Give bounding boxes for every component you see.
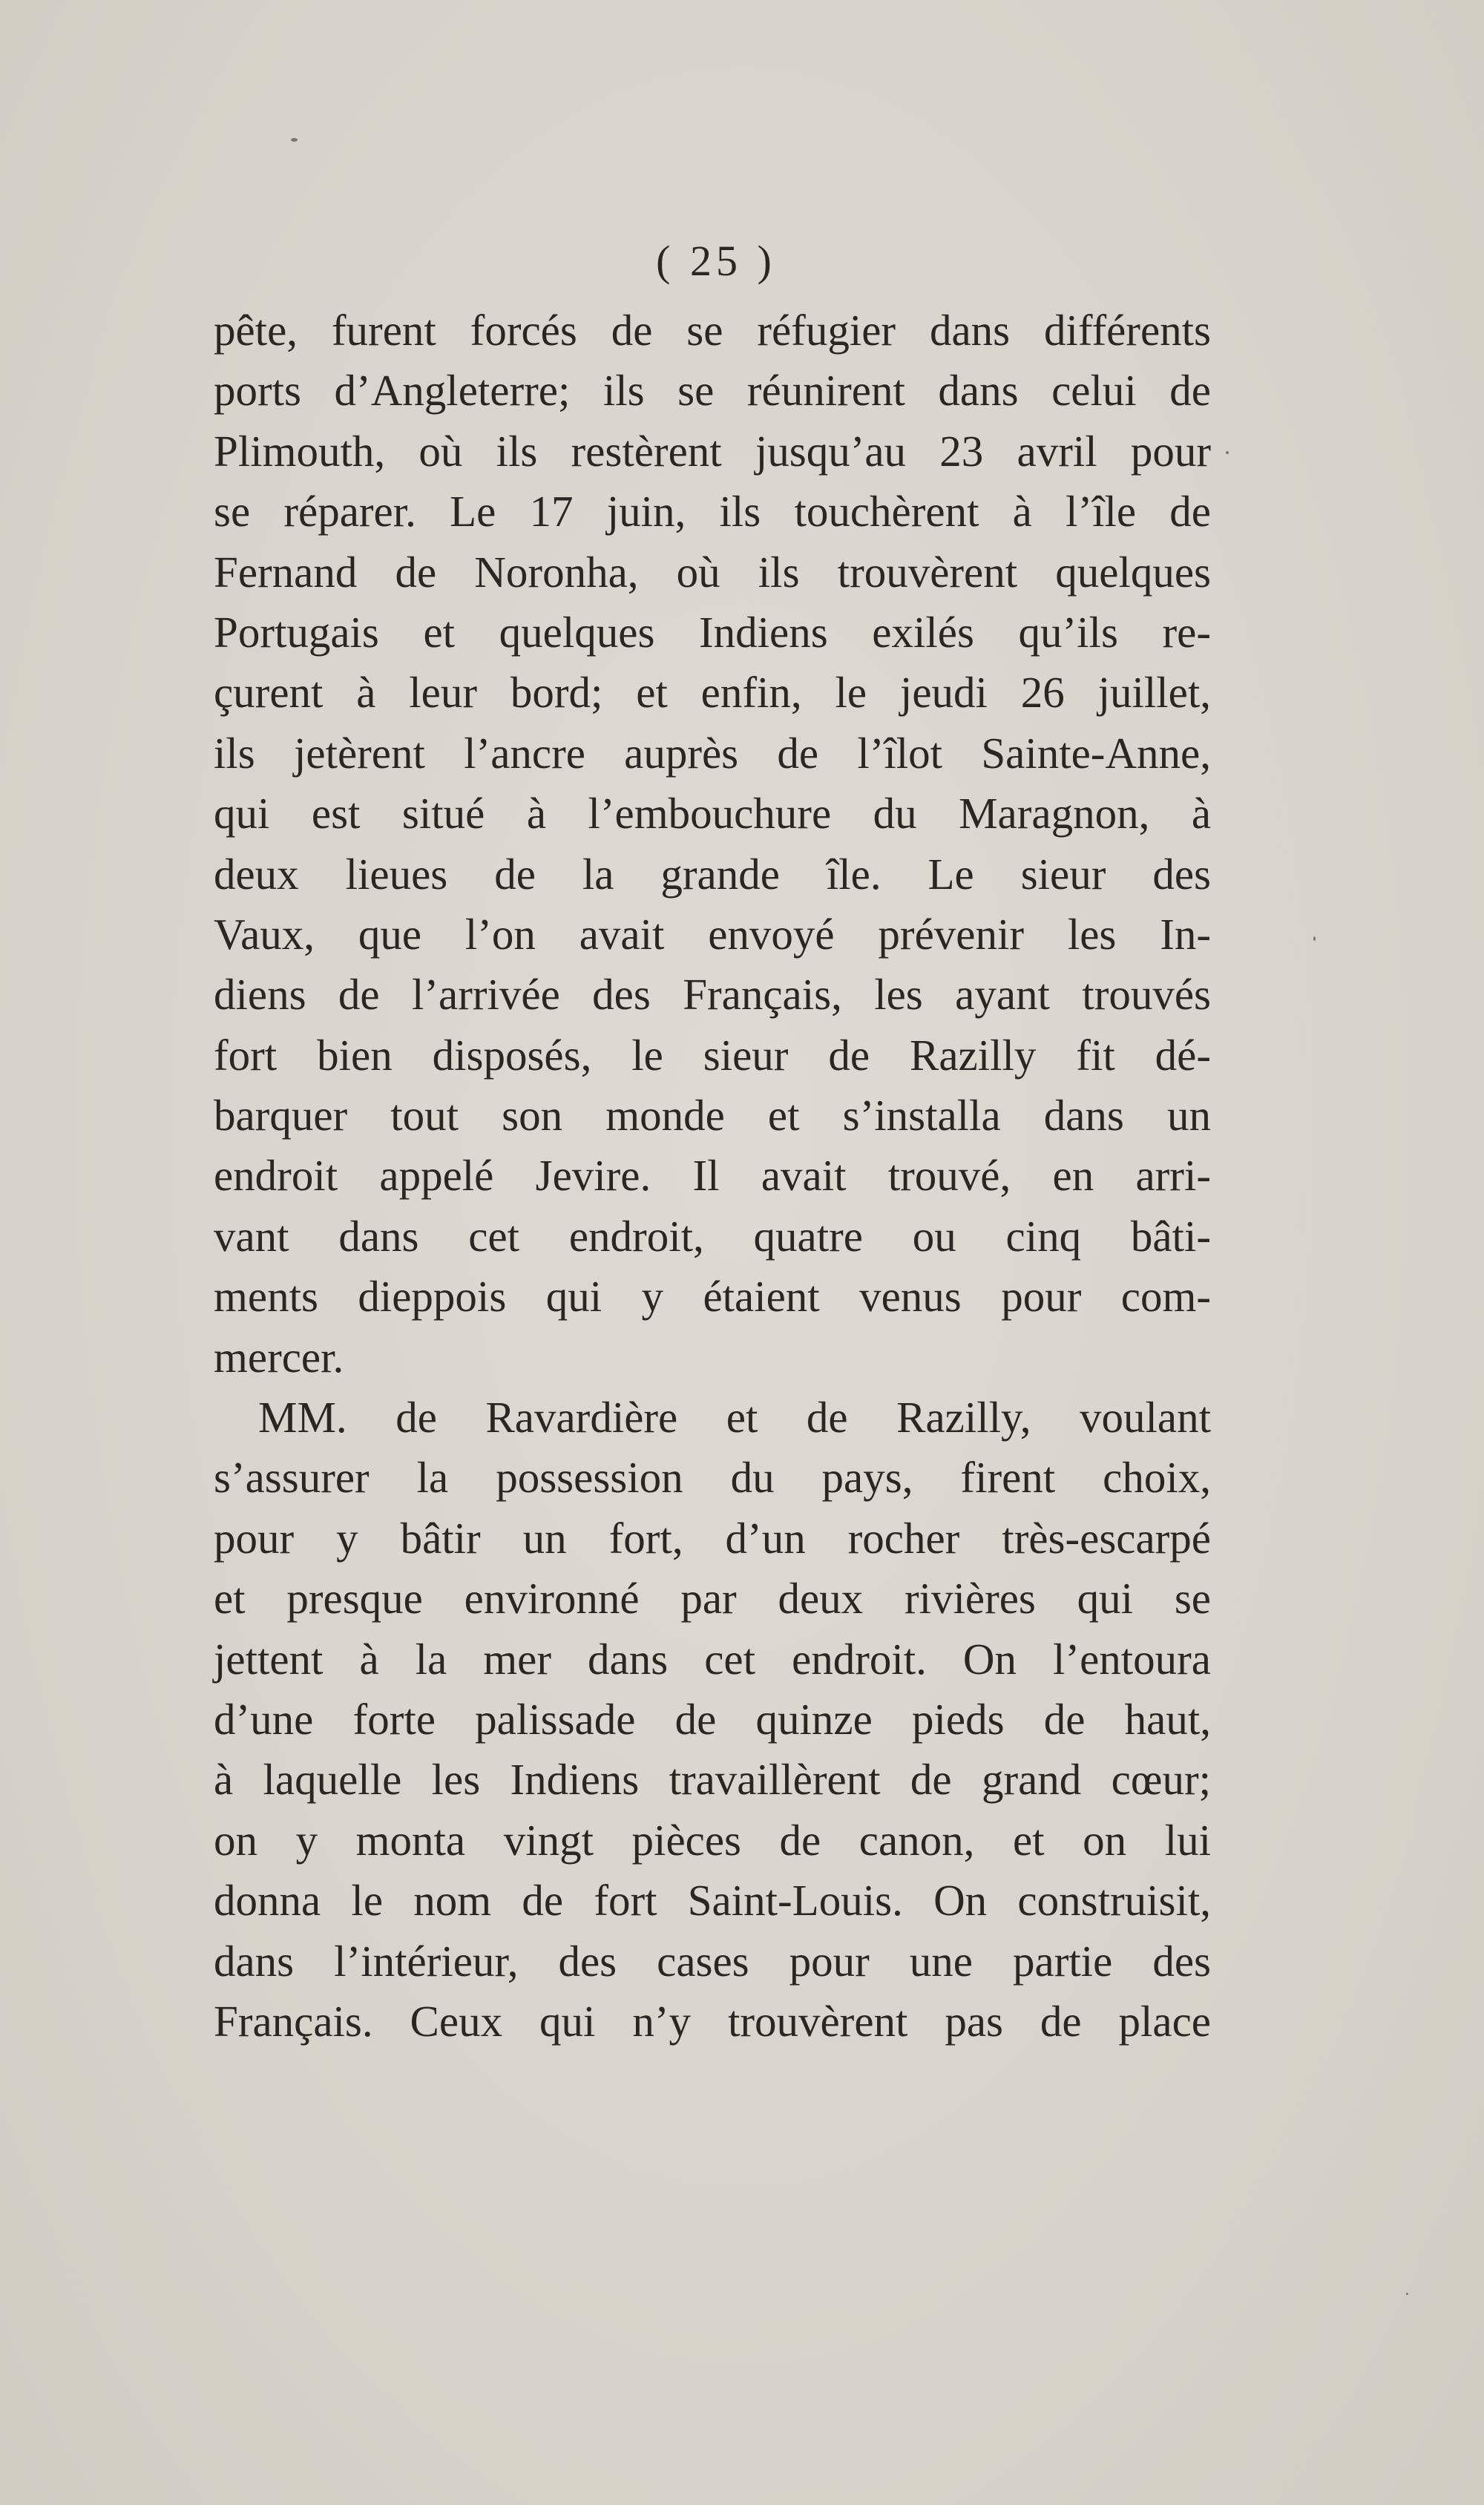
text-line: ils jetèrent l’ancre auprès de l’îlot Sainte-Anne, <box>214 728 1211 778</box>
text-line: fort bien disposés, le sieur de Razilly fit dé- <box>214 1030 1211 1080</box>
text-line: pête, furent forcés de se réfugier dans différents <box>214 306 1211 355</box>
text-line: ments dieppois qui y étaient venus pour com- <box>214 1272 1211 1322</box>
body-text <box>214 301 1211 2052</box>
text-line: à laquelle les Indiens travaillèrent de grand cœur; <box>214 1755 1211 1805</box>
text-line: dans l’intérieur, des cases pour une partie des <box>214 1936 1211 1986</box>
text-line: on y monta vingt pièces de canon, et on lui <box>214 1815 1211 1865</box>
text-line: vant dans cet endroit, quatre ou cinq bâti- <box>214 1211 1211 1261</box>
text-line: diens de l’arrivée des Français, les ayant trouvés <box>214 970 1211 1020</box>
paper-speck <box>291 138 298 142</box>
page-number: ( 25 ) <box>656 237 776 285</box>
text-line: s’assurer la possession du pays, firent choix, <box>214 1453 1211 1503</box>
text-line: et presque environné par deux rivières qui se <box>214 1574 1211 1624</box>
text-line: endroit appelé Jevire. Il avait trouvé, en arri- <box>214 1151 1211 1201</box>
text-line: se réparer. Le 17 juin, ils touchèrent à l’île de <box>214 487 1211 536</box>
paper-speck <box>1313 936 1316 941</box>
text-line: Vaux, que l’on avait envoyé prévenir les In- <box>214 909 1211 959</box>
text-line: deux lieues de la grande île. Le sieur des <box>214 849 1211 899</box>
text-line: d’une forte palissade de quinze pieds de haut, <box>214 1694 1211 1744</box>
text-line: qui est situé à l’embouchure du Maragnon, à <box>214 789 1211 838</box>
paper-speck <box>1406 2293 1408 2295</box>
paragraph-start-line: MM. de Ravardière et de Razilly, voulant <box>258 1393 1211 1442</box>
text-line: jettent à la mer dans cet endroit. On l’entoura <box>214 1634 1211 1684</box>
text-line: Fernand de Noronha, où ils trouvèrent quelques <box>214 547 1211 597</box>
text-line: ports d’Angleterre; ils se réunirent dans celui de <box>214 366 1211 416</box>
text-line: Plimouth, où ils restèrent jusqu’au 23 avril pour <box>214 426 1211 476</box>
text-line: barquer tout son monde et s’installa dans un <box>214 1091 1211 1140</box>
paper-speck <box>1226 451 1229 454</box>
text-line: Français. Ceux qui n’y trouvèrent pas de place <box>214 1996 1211 2046</box>
paragraph-end-line: mercer. <box>214 1332 344 1382</box>
text-line: donna le nom de fort Saint-Louis. On construisit, <box>214 1876 1211 1925</box>
text-line: pour y bâtir un fort, d’un rocher très-escarpé <box>214 1513 1211 1563</box>
text-line: Portugais et quelques Indiens exilés qu’ils re- <box>214 607 1211 657</box>
text-line: çurent à leur bord; et enfin, le jeudi 26 juillet, <box>214 668 1211 718</box>
